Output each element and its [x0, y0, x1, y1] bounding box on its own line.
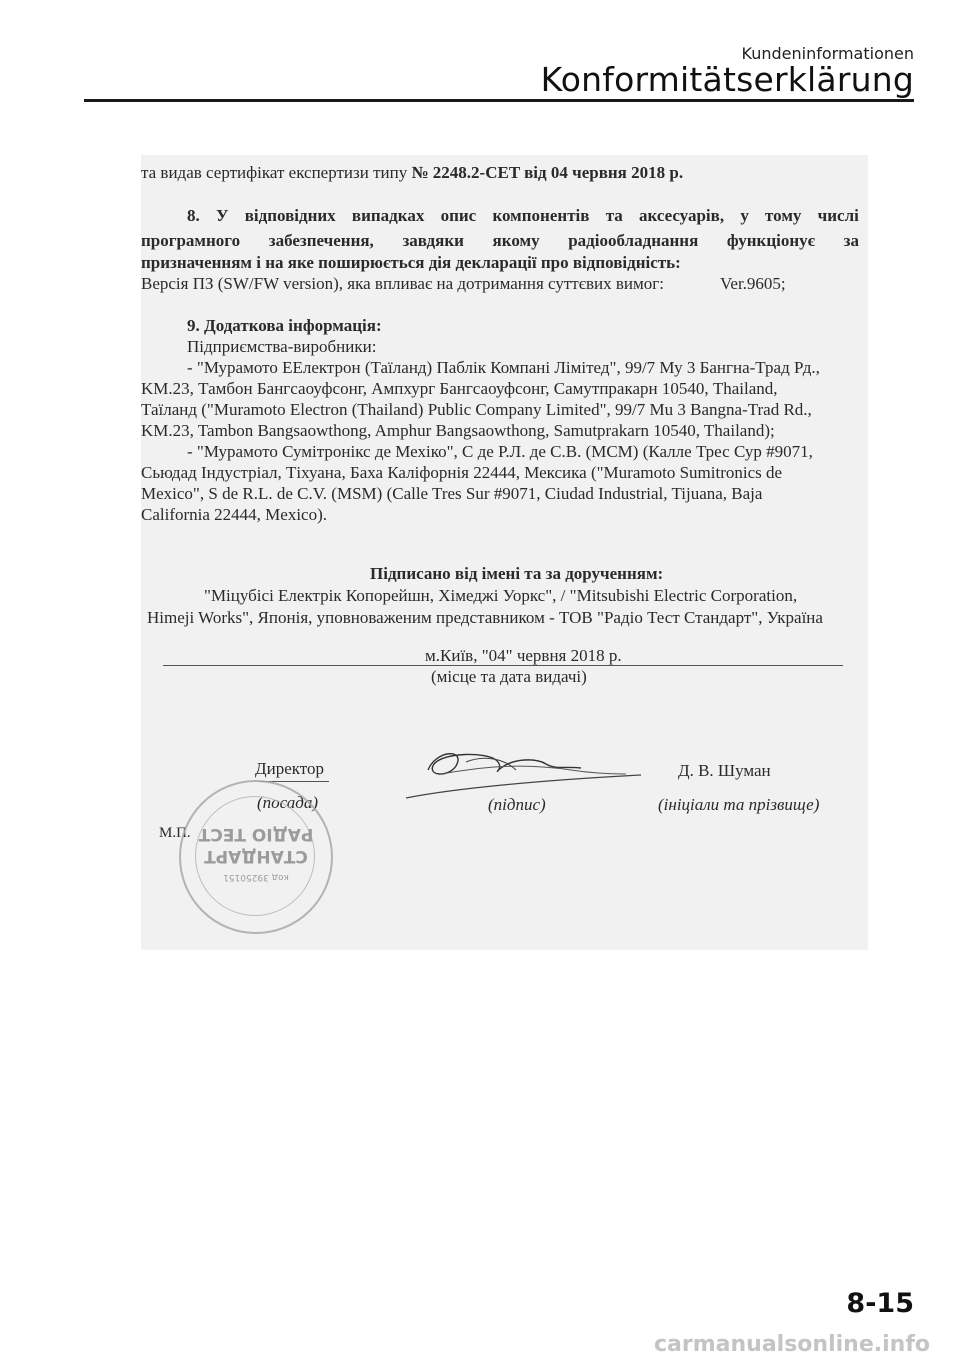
header-divider: [84, 99, 914, 102]
signed-line1: "Міцубісі Електрік Копорейшн, Хімеджі Уоркс", / "Mitsubishi Electric Corporation,: [204, 586, 798, 605]
section9-line: Таїланд ("Muramoto Electron (Thailand) Public Company Limited", 99/7 Mu 3 Bangna-Trad Rd.,: [141, 400, 812, 419]
section9-line: Сьюдад Індустріал, Тіхуана, Баха Каліфорнія 22444, Мексика ("Muramoto Sumitronics de: [141, 463, 783, 482]
section9-line: - "Мурамото ЕЕлектрон (Таїланд) Паблік Компані Лімітед", 99/7 Му 3 Бангна-Трад Рд.,: [187, 358, 820, 377]
section9-line: Підприємства-виробники:: [187, 337, 377, 356]
signatory-name: Д. В. Шуман: [678, 761, 771, 780]
section9-line: - "Мурамото Сумітронікс де Мехіко", С де Р.Л. де С.В. (MCM) (Калле Трес Сур #9071,: [187, 442, 813, 461]
section9-heading: 9. Додаткова інформація:: [187, 316, 382, 335]
section8-line2: програмного забезпечення, завдяки якому радіообладнання функціонує за: [141, 231, 859, 250]
sw-version-value: Ver.9605;: [720, 274, 786, 293]
watermark: carmanualsonline.info: [654, 1332, 930, 1357]
section9-line: California 22444, Mexico).: [141, 505, 328, 524]
header-section-label: Kundeninformationen: [741, 44, 914, 63]
position-caption: (посада): [257, 793, 319, 812]
section9-line: KM.23, Тамбон Бангсаоуфсонг, Ампхург Бангсаоуфсонг, Самутпракарн 10540, Thailand,: [141, 379, 778, 398]
place-date: м.Київ, "04" червня 2018 р.: [425, 646, 622, 665]
director-label: Директор: [255, 759, 324, 778]
section8-line1: 8. У відповідних випадках опис компонентів та аксесуарів, у тому числі: [187, 206, 859, 225]
company-stamp: РАДІО ТЕСТ СТАНДАРТ код 39250151: [179, 780, 333, 934]
signed-line2: Himeji Works", Японія, уповноваженим представником - ТОВ "Радіо Тест Стандарт", Україна: [147, 608, 823, 627]
name-caption: (ініціали та прізвище): [658, 795, 820, 814]
place-date-caption: (місце та дата видачі): [431, 667, 587, 686]
page-title: Konformitätserklärung: [540, 60, 914, 99]
certificate-number: № 2248.2-CET від 04 червня 2018 р.: [411, 163, 684, 182]
sw-version-label: Версія ПЗ (SW/FW version), яка впливає на дотримання суттєвих вимог:: [141, 274, 664, 293]
section9-line: Mexico", S de R.L. de C.V. (MSM) (Calle Tres Sur #9071, Ciudad Industrial, Tijuana, Baja: [141, 484, 763, 503]
signature-caption: (підпис): [488, 795, 546, 814]
section8-line3: призначенням і на яке поширюється дія декларації про відповідність:: [141, 253, 681, 272]
scanned-declaration: [141, 155, 868, 950]
seal-mark: М.П.: [159, 825, 191, 841]
intro-line: та видав сертифікат експертизи типу № 2248.2-CET від 04 червня 2018 р.: [141, 163, 684, 182]
section9-line: KM.23, Tambon Bangsaowthong, Amphur Bangsaowthong, Samutprakarn 10540, Thailand);: [141, 421, 775, 440]
page-number: 8-15: [846, 1288, 914, 1319]
signed-heading: Підписано від імені та за дорученням:: [370, 564, 664, 583]
